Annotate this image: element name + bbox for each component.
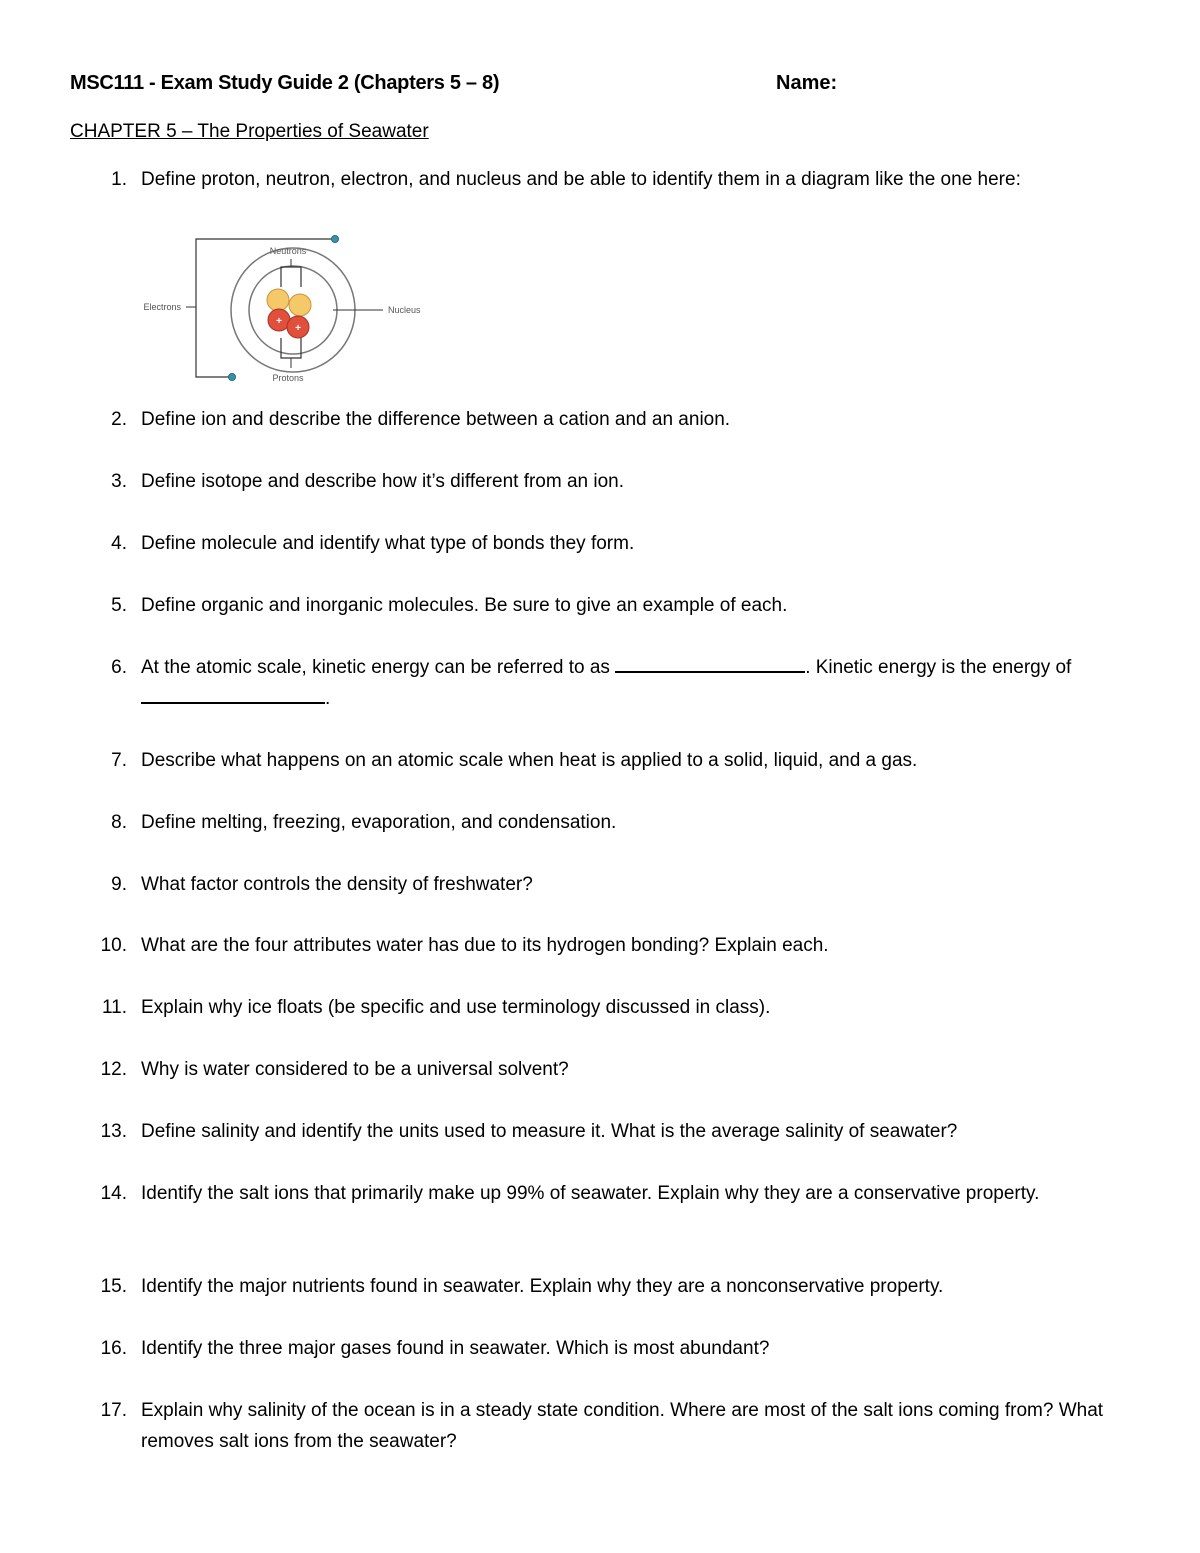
neutron-bracket [281,267,301,287]
chapter-heading: CHAPTER 5 – The Properties of Seawater [70,121,429,142]
answer-blank[interactable] [141,684,325,704]
proton-sign: + [276,316,282,327]
question-text: Describe what happens on an atomic scale when heat is applied to a solid, liquid, and a gas. [141,750,918,771]
question-text: What factor controls the density of freshwater? [141,874,533,895]
electron-dot [229,374,236,381]
question-text: Identify the three major gases found in seawater. Which is most abundant? [141,1338,770,1359]
question-number: 6. [111,657,127,678]
neutron-particle [289,294,311,316]
nucleus-label: Nucleus [388,305,421,315]
question-number: 13. [100,1121,127,1142]
question-text: What are the four attributes water has due to its hydrogen bonding? Explain each. [141,935,829,956]
document-title: MSC111 - Exam Study Guide 2 (Chapters 5 – 8) [70,72,500,94]
question-text [141,652,1131,714]
electrons-label: Electrons [143,302,181,312]
question-text: Define isotope and describe how it’s different from an ion. [141,471,625,492]
question-text: Define proton, neutron, electron, and nucleus and be able to identify them in a diagram like the one here: [141,169,1021,190]
question-number: 9. [111,874,127,895]
electron-dot [332,236,339,243]
question-text: Why is water considered to be a universal solvent? [141,1059,569,1080]
question-text-part: . [325,688,331,709]
question-text: Define salinity and identify the units used to measure it. What is the average salinity of seawater? [141,1121,958,1142]
question-text-part: At the atomic scale, kinetic energy can be referred to as [141,657,616,678]
question-number: 3. [111,471,127,492]
question-number: 17. [100,1400,127,1421]
atom-diagram [138,230,430,390]
name-label: Name: [776,72,838,94]
question-text: Explain why ice floats (be specific and use terminology discussed in class). [141,997,771,1018]
question-number: 4. [111,533,127,554]
question-number: 14. [100,1183,127,1204]
question-number: 11. [101,997,127,1018]
question-number: 1. [111,169,127,190]
question-number: 15. [100,1276,127,1297]
question-number: 7. [111,750,127,771]
question-text: Define organic and inorganic molecules. Be sure to give an example of each. [141,595,788,616]
question-text: Identify the major nutrients found in seawater. Explain why they are a nonconservative property. [141,1276,944,1297]
question-number: 12. [100,1059,127,1080]
protons-label: Protons [272,373,304,383]
question-text: Define melting, freezing, evaporation, and condensation. [141,812,617,833]
neutrons-label: Neutrons [269,246,307,256]
question-number: 8. [111,812,127,833]
question-text: Identify the salt ions that primarily make up 99% of seawater. Explain why they are a conservative property. [141,1183,1040,1204]
question-number: 10. [100,935,127,956]
proton-sign: + [295,323,301,334]
answer-blank[interactable] [615,653,805,673]
neutron-particle [267,289,289,311]
question-number: 5. [111,595,127,616]
question-text-part: . Kinetic energy is the energy of [805,657,1072,678]
question-text: Define molecule and identify what type of bonds they form. [141,533,635,554]
proton-bracket [281,338,301,358]
question-number: 2. [111,409,127,430]
electron-bracket [196,239,335,377]
question-text: Explain why salinity of the ocean is in a steady state condition. Where are most of the salt ions coming from? What removes salt ions from the seawater? [141,1400,1104,1452]
question-number: 16. [100,1338,127,1359]
question-text: Define ion and describe the difference between a cation and an anion. [141,409,731,430]
